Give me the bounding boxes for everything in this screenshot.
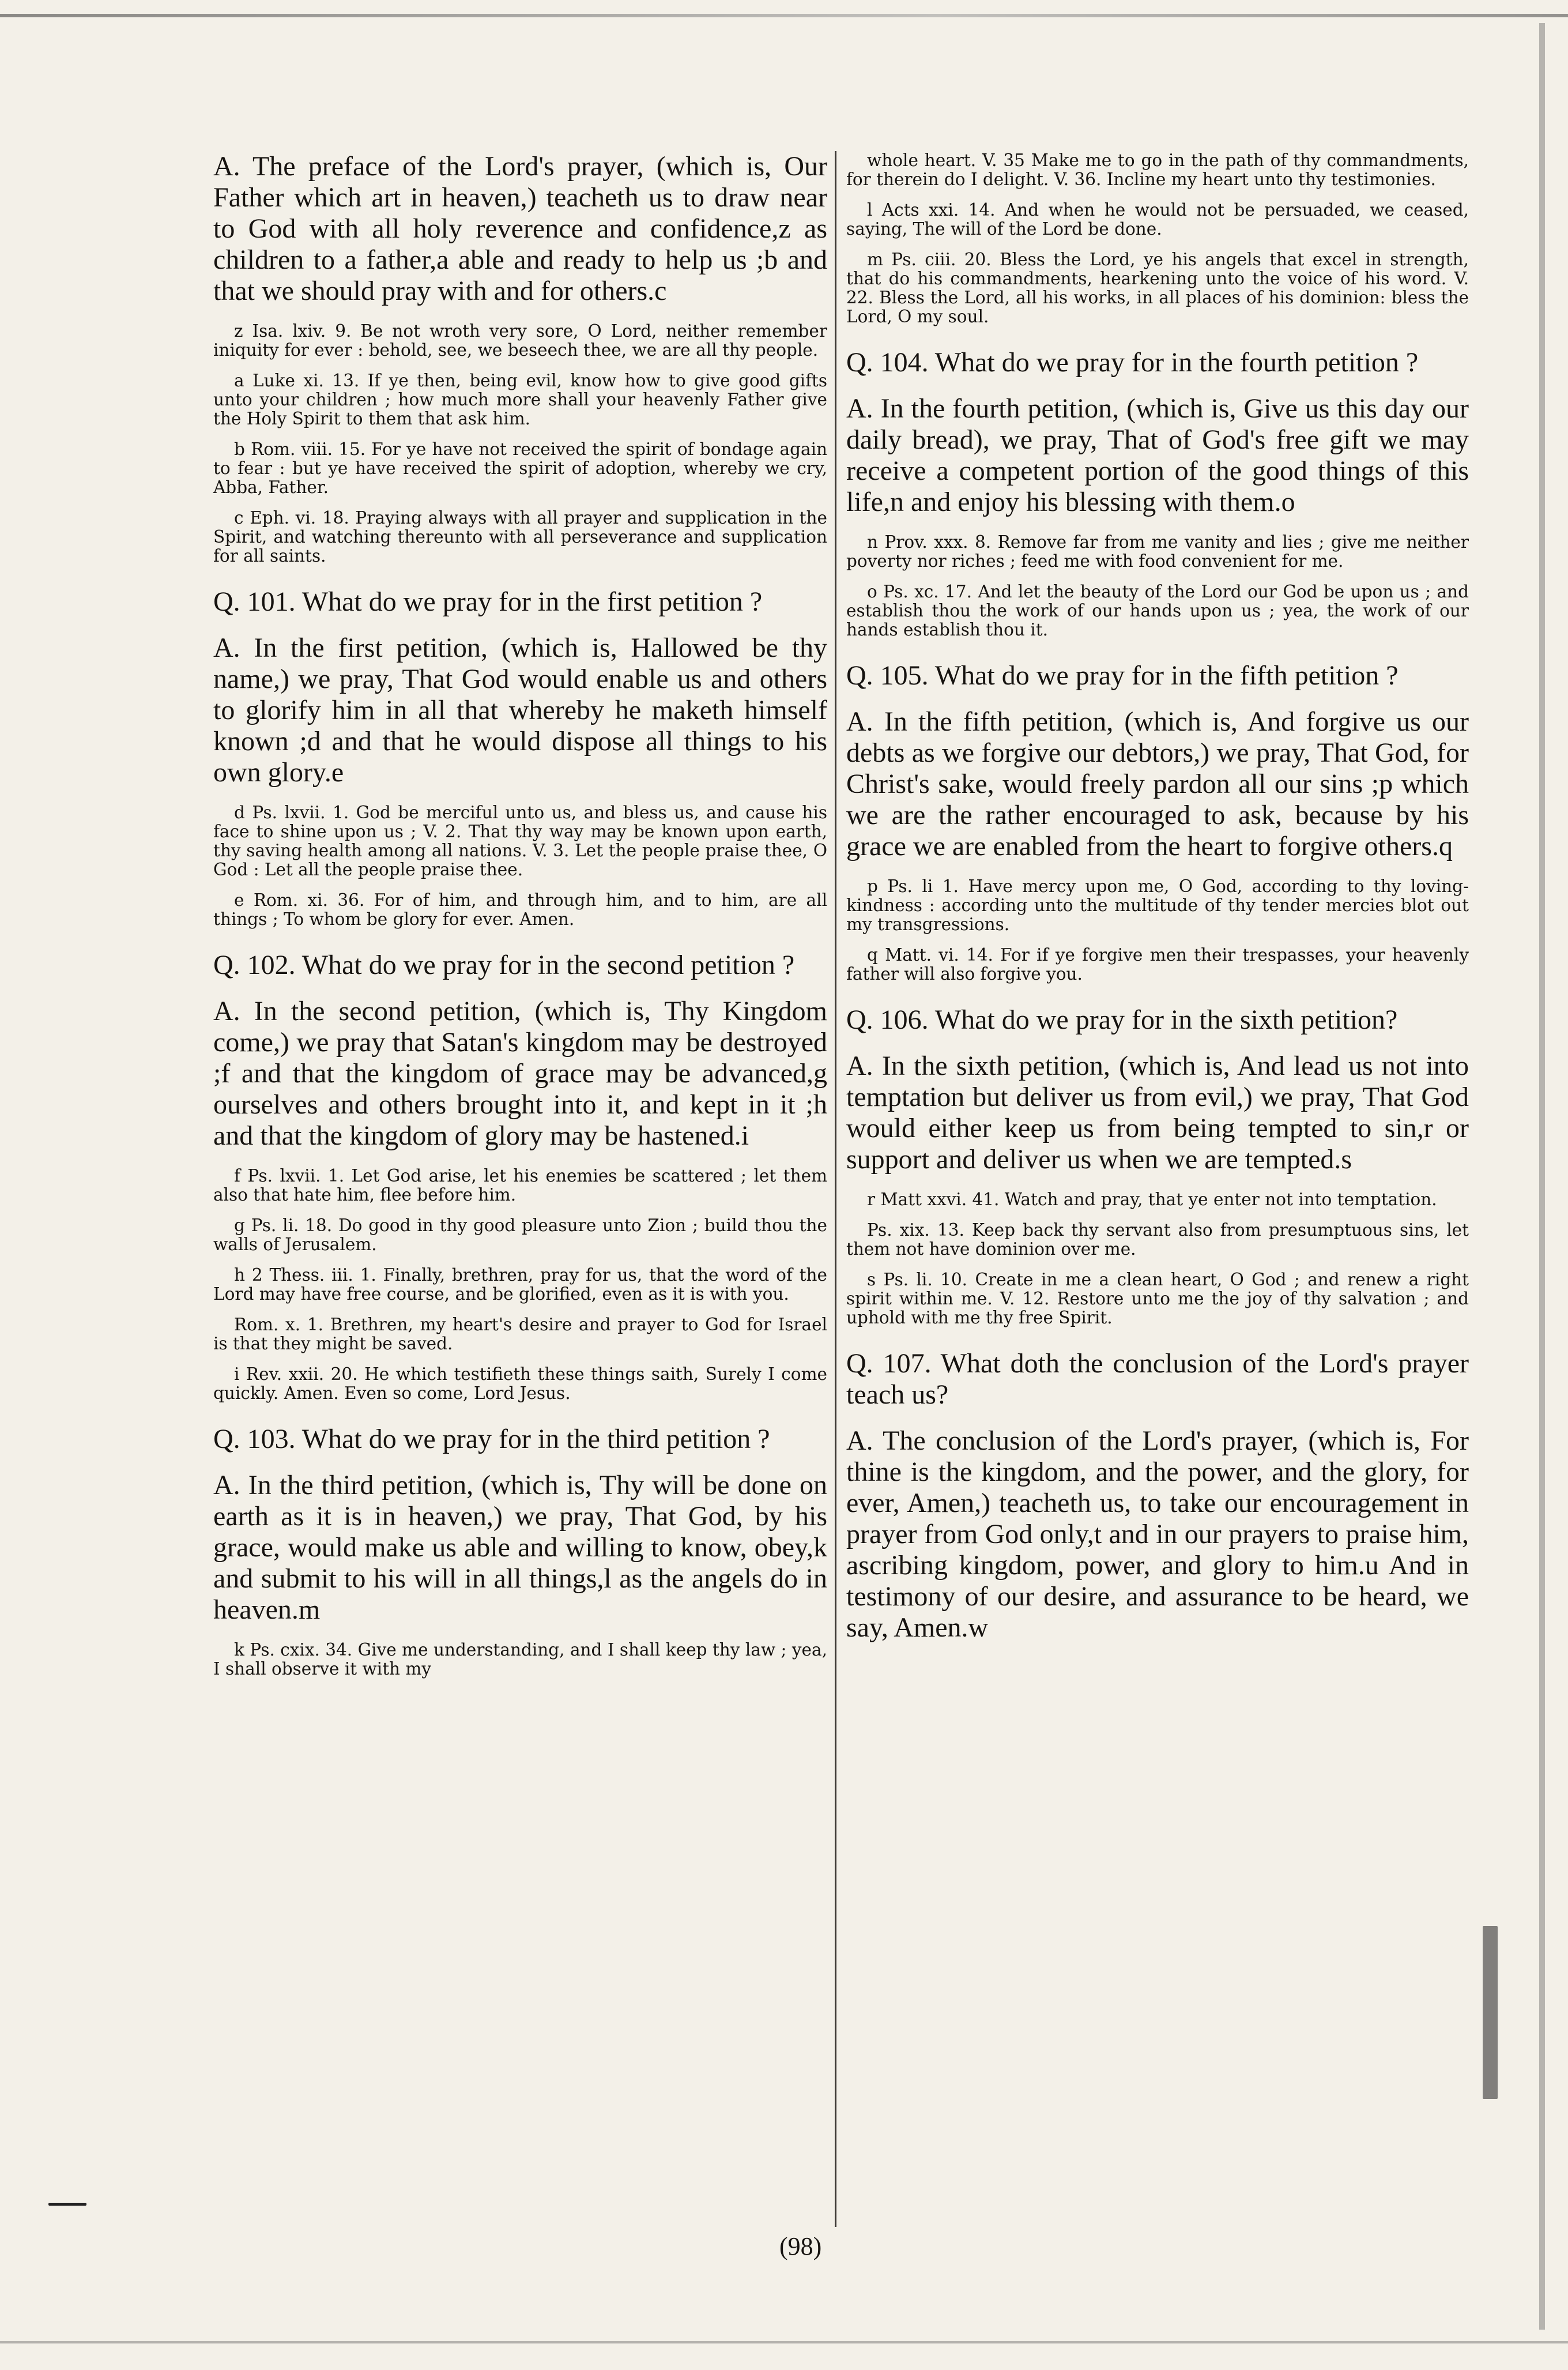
- footnote: d Ps. lxvii. 1. God be merciful unto us, and bless us, and cause his face to shine upon us ; V. 2. That thy way may be known upon earth, thy saving health among all nations. V. 3. Let the people praise thee, O God : Let all the people praise thee.: [213, 803, 827, 879]
- answer: A. In the sixth petition, (which is, And lead us not into temptation but deliver us from evil,) we pray, That God would either keep us from being tempted to sin,r or support and deliver us when we are tempted.s: [846, 1051, 1469, 1175]
- question: Q. 102. What do we pray for in the second petition ?: [213, 950, 795, 980]
- footnote: f Ps. lxvii. 1. Let God arise, let his enemies be scattered ; let them also that hate him, flee before him.: [213, 1166, 827, 1205]
- footnote: e Rom. xi. 36. For of him, and through him, and to him, are all things ; To whom be glory for ever. Amen.: [213, 890, 827, 929]
- footnote: a Luke xi. 13. If ye then, being evil, know how to give good gifts unto your children ; how much more shall your heavenly Father give the Holy Spirit to them that ask him.: [213, 371, 827, 428]
- footnote: h 2 Thess. iii. 1. Finally, brethren, pray for us, that the word of the Lord may have free course, and be glorified, even as it is with you.: [213, 1265, 827, 1304]
- answer: A. In the third petition, (which is, Thy will be done on earth as it is in heaven,) we pray, That God, by his grace, would make us able and willing to know, obey,k and submit to his will in all things,l as the angels do in heaven.m: [213, 1470, 827, 1625]
- footnote: l Acts xxi. 14. And when he would not be persuaded, we ceased, saying, The will of the Lord be done.: [846, 200, 1469, 239]
- page-edge-top: [0, 14, 1568, 17]
- footnote: q Matt. vi. 14. For if ye forgive men their trespasses, your heavenly father will also forgive you.: [846, 945, 1469, 984]
- page-number: (98): [779, 2232, 822, 2260]
- answer: A. In the fifth petition, (which is, And forgive us our debts as we forgive our debtors,) we pray, That God, for Christ's sake, would freely pardon all our sins ;p which we are the rather encouraged to ask, because by his grace we are enabled from the heart to forgive others.q: [846, 706, 1469, 862]
- footnote: m Ps. ciii. 20. Bless the Lord, ye his angels that excel in strength, that do his commandments, hearkening unto the voice of his word. V. 22. Bless the Lord, all his works, in all places of his dominion: bless the Lord, O my soul.: [846, 250, 1469, 326]
- footnote: s Ps. li. 10. Create in me a clean heart, O God ; and renew a right spirit within me. V. 12. Restore unto me the joy of thy salvation ; and uphold with me thy free Spirit.: [846, 1270, 1469, 1327]
- binding-shadow: [1483, 1926, 1498, 2099]
- page-edge-bottom: [0, 2341, 1568, 2343]
- footnote: i Rev. xxii. 20. He which testifieth these things saith, Surely I come quickly. Amen. Even so come, Lord Jesus.: [213, 1364, 827, 1403]
- footnote: k Ps. cxix. 34. Give me understanding, and I shall keep thy law ; yea, I shall observe it with my: [213, 1640, 827, 1679]
- footnote: z Isa. lxiv. 9. Be not wroth very sore, O Lord, neither remember iniquity for ever : behold, see, we beseech thee, we are all thy people.: [213, 321, 827, 360]
- answer: A. In the second petition, (which is, Thy Kingdom come,) we pray that Satan's kingdom may be destroyed ;f and that the kingdom of grace may be advanced,g ourselves and others brought into it, and kept in it ;h and that the kingdom of glory may be hastened.i: [213, 996, 827, 1151]
- answer: A. In the first petition, (which is, Hallowed be thy name,) we pray, That God would enable us and others to glorify him in all that whereby he maketh himself known ;d and that he would dispose all things to his own glory.e: [213, 633, 827, 788]
- footnote: o Ps. xc. 17. And let the beauty of the Lord our God be upon us ; and establish thou the work of our hands upon us ; yea, the work of our hands establish thou it.: [846, 582, 1469, 639]
- answer: A. In the fourth petition, (which is, Give us this day our daily bread), we pray, That of God's free gift we may receive a competent portion of the good things of this life,n and enjoy his blessing with them.o: [846, 393, 1469, 517]
- question: Q. 106. What do we pray for in the sixth petition?: [846, 1005, 1398, 1035]
- answer: A. The conclusion of the Lord's prayer, (which is, For thine is the kingdom, and the power, and the glory, for ever, Amen,) teacheth us, to take our encouragement in prayer from God only,t and in our prayers to praise him, ascribing kingdom, power, and glory to him.u And in testimony of our desire, and assurance to be heard, we say, Amen.w: [846, 1425, 1469, 1643]
- answer: A. The preface of the Lord's prayer, (which is, Our Father which art in heaven,) teacheth us to draw near to God with all holy reverence and confidence,z as children to a father,a able and ready to help us ;b and that we should pray with and for others.c: [213, 151, 827, 306]
- footnote: r Matt xxvi. 41. Watch and pray, that ye enter not into temptation.: [867, 1190, 1437, 1209]
- question: Q. 101. What do we pray for in the first petition ?: [213, 586, 763, 617]
- footnote: g Ps. li. 18. Do good in thy good pleasure unto Zion ; build thou the walls of Jerusalem.: [213, 1216, 827, 1254]
- footnote: b Rom. viii. 15. For ye have not received the spirit of bondage again to fear : but ye have received the spirit of adoption, whereby we cry, Abba, Father.: [213, 439, 827, 497]
- column-divider: [835, 151, 836, 2227]
- footnote: Ps. xix. 13. Keep back thy servant also from presumptuous sins, let them not have dominion over me.: [846, 1220, 1469, 1259]
- footnote: c Eph. vi. 18. Praying always with all prayer and supplication in the Spirit, and watching thereunto with all perseverance and supplication for all saints.: [213, 508, 827, 566]
- footnote: n Prov. xxx. 8. Remove far from me vanity and lies ; give me neither poverty nor riches ; feed me with food convenient for me.: [846, 532, 1469, 571]
- question: Q. 107. What doth the conclusion of the Lord's prayer teach us?: [846, 1348, 1469, 1410]
- question: Q. 104. What do we pray for in the fourth petition ?: [846, 347, 1419, 378]
- right-column: [846, 151, 1469, 1658]
- ink-mark: [48, 2203, 86, 2206]
- question: Q. 105. What do we pray for in the fifth petition ?: [846, 660, 1399, 691]
- question: Q. 103. What do we pray for in the third petition ?: [213, 1424, 770, 1454]
- footnote: whole heart. V. 35 Make me to go in the path of thy commandments, for therein do I delight. V. 36. Incline my heart unto thy testimonies.: [846, 151, 1469, 189]
- footnote: p Ps. li 1. Have mercy upon me, O God, according to thy loving-kindness : according unto the multitude of thy tender mercies blot out my transgressions.: [846, 876, 1469, 934]
- footnote: Rom. x. 1. Brethren, my heart's desire and prayer to God for Israel is that they might be saved.: [213, 1315, 827, 1353]
- page-edge-right: [1539, 23, 1545, 2330]
- left-column: [213, 151, 827, 1690]
